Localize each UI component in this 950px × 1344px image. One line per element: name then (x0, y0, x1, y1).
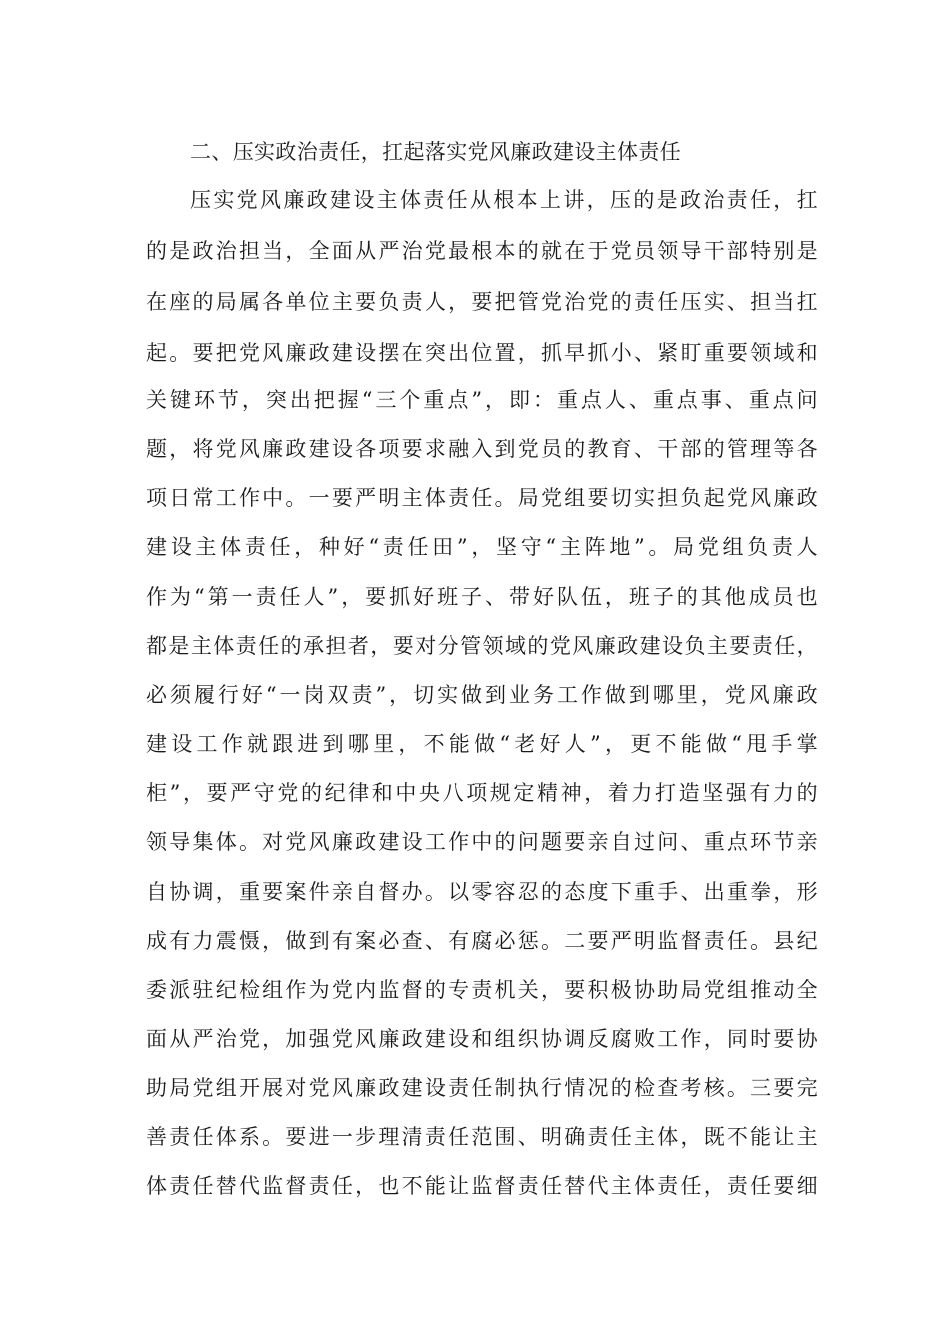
paragraph-line: 关键环节，突出把握“三个重点”，即：重点人、重点事、重点问 (146, 388, 818, 412)
paragraph-line: 面从严治党，加强党风廉政建设和组织协调反腐败工作，同时要协 (146, 1027, 818, 1051)
paragraph-line: 作为“第一责任人”，要抓好班子、带好队伍，班子的其他成员也 (146, 585, 818, 609)
paragraph-line: 建设主体责任，种好“责任田”，坚守“主阵地”。局党组负责人 (146, 535, 818, 559)
paragraph-line: 项日常工作中。一要严明主体责任。局党组要切实担负起党风廉政 (146, 486, 818, 510)
paragraph-line: 压实党风廉政建设主体责任从根本上讲，压的是政治责任，扛 (190, 188, 818, 212)
paragraph-line: 在座的局属各单位主要负责人，要把管党治党的责任压实、担当扛 (146, 290, 818, 314)
paragraph-line: 善责任体系。要进一步理清责任范围、明确责任主体，既不能让主 (146, 1125, 818, 1149)
paragraph-line: 题，将党风廉政建设各项要求融入到党员的教育、干部的管理等各 (146, 437, 818, 461)
paragraph-line: 都是主体责任的承担者，要对分管领域的党风廉政建设负主要责任， (146, 634, 818, 658)
paragraph-line: 体责任替代监督责任，也不能让监督责任替代主体责任，责任要细 (146, 1174, 818, 1198)
paragraph-line: 助局党组开展对党风廉政建设责任制执行情况的检查考核。三要完 (146, 1076, 818, 1100)
paragraph-line: 自协调，重要案件亲自督办。以零容忍的态度下重手、出重拳，形 (146, 880, 818, 904)
section-heading: 二、压实政治责任，扛起落实党风廉政建设主体责任 (190, 140, 682, 164)
paragraph-line: 的是政治担当，全面从严治党最根本的就在于党员领导干部特别是 (146, 239, 818, 263)
paragraph-line: 柜”，要严守党的纪律和中央八项规定精神，着力打造坚强有力的 (146, 781, 818, 805)
paragraph-line: 领导集体。对党风廉政建设工作中的问题要亲自过问、重点环节亲 (146, 830, 818, 854)
paragraph-line: 委派驻纪检组作为党内监督的专责机关，要积极协助局党组推动全 (146, 978, 818, 1002)
paragraph-line: 起。要把党风廉政建设摆在突出位置，抓早抓小、紧盯重要领域和 (146, 341, 818, 365)
paragraph-line: 建设工作就跟进到哪里，不能做“老好人”，更不能做“甩手掌 (146, 732, 818, 756)
paragraph-line: 必须履行好“一岗双责”，切实做到业务工作做到哪里，党风廉政 (146, 683, 818, 707)
paragraph-line: 成有力震慑，做到有案必查、有腐必惩。二要严明监督责任。县纪 (146, 929, 818, 953)
